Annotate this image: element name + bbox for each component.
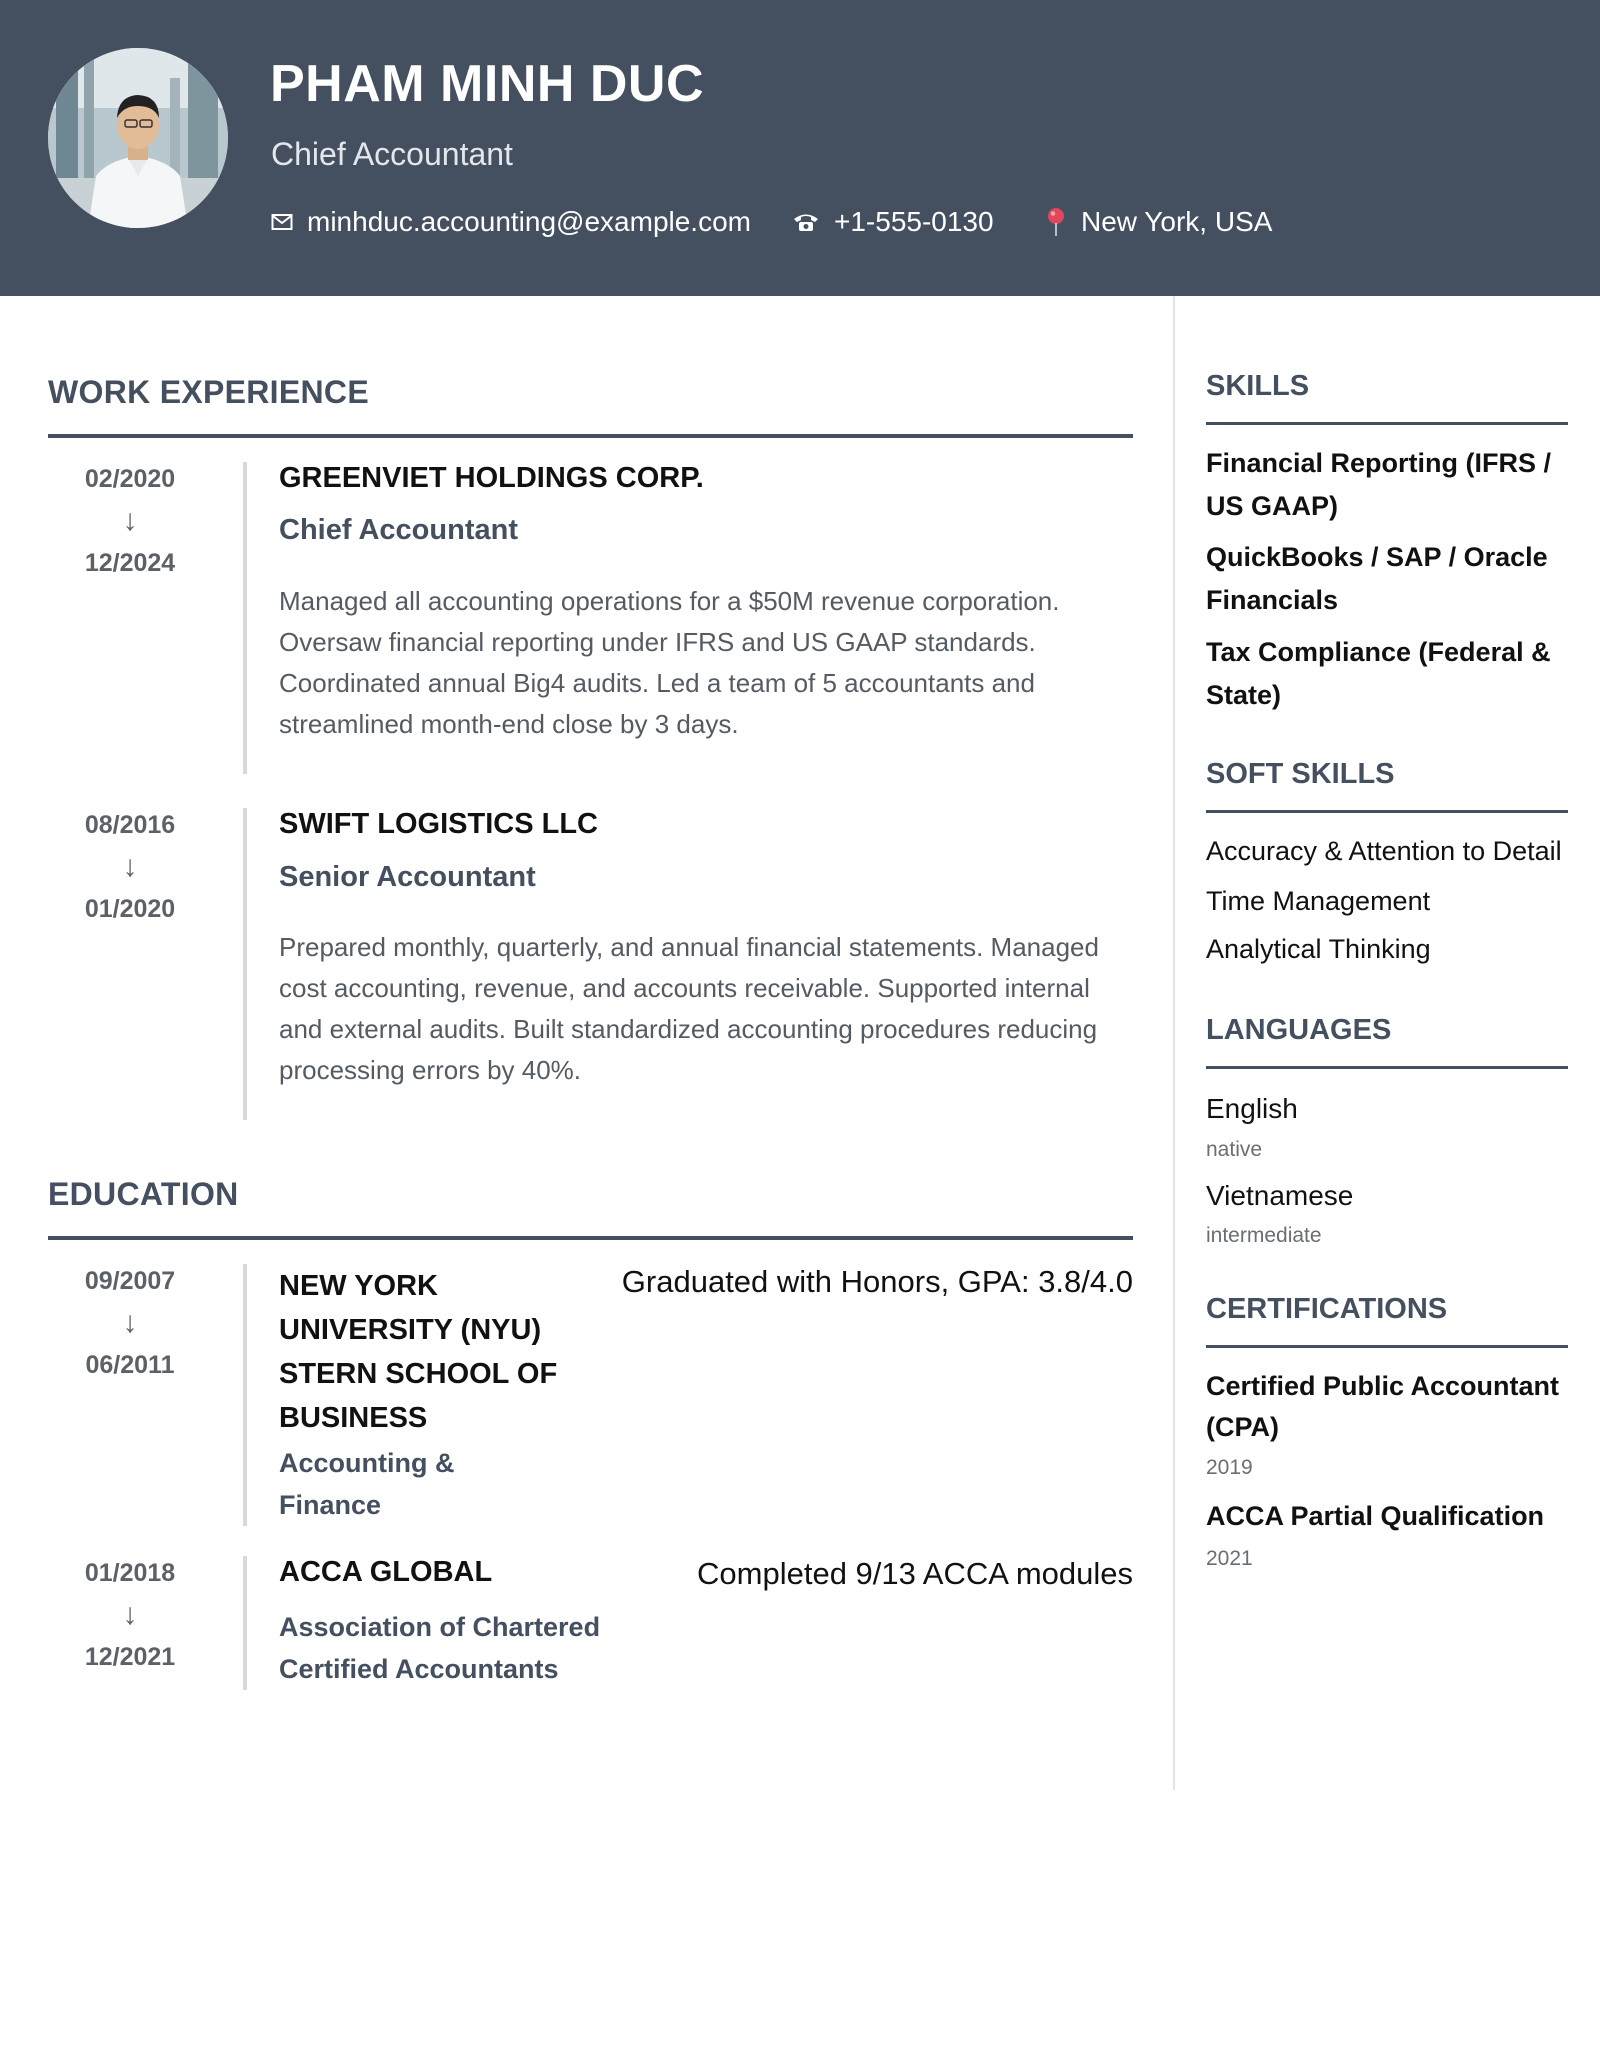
skill-item: QuickBooks / SAP / Oracle Financials xyxy=(1206,542,1548,615)
school-name: NEW YORK UNIVERSITY (NYU) STERN SCHOOL OF BUSINESS xyxy=(279,1270,558,1434)
candidate-name: PHAM MINH DUC xyxy=(270,55,705,113)
skill-item: Tax Compliance (Federal & State) xyxy=(1206,637,1551,710)
phone-text: +1-555-0130 xyxy=(834,206,994,237)
certifications-heading: CERTIFICATIONS xyxy=(1206,1293,1448,1325)
work-experience-rule xyxy=(48,434,1133,438)
arrow-down-icon: ↓ xyxy=(122,504,138,537)
work-experience-heading: WORK EXPERIENCE xyxy=(48,374,369,410)
email-text: minhduc.accounting@example.com xyxy=(307,206,751,237)
job-description: Prepared monthly, quarterly, and annual financial statements. Managed cost accounting, revenue, and accounts receivable. Supported internal and external audits. Built standardized accounting procedures reducing processing errors by 40%. xyxy=(279,932,1099,1085)
language-level: intermediate xyxy=(1206,1224,1322,1247)
start-date: 08/2016 xyxy=(84,811,176,839)
location-text: New York, USA xyxy=(1081,206,1273,237)
education-item xyxy=(48,1264,1133,1526)
education-note: Completed 9/13 ACCA modules xyxy=(697,1556,1133,1591)
field-of-study: Accounting & Finance xyxy=(279,1448,455,1520)
job-description: Managed all accounting operations for a $50M revenue corporation. Oversaw financial reporting under IFRS and US GAAP standards. Coordinated annual Big4 audits. Led a team of 5 accountants and streamlined month-end close by 3 days. xyxy=(279,586,1060,739)
languages-heading: LANGUAGES xyxy=(1206,1014,1392,1046)
company-name: GREENVIET HOLDINGS CORP. xyxy=(279,462,704,494)
skill-item: Financial Reporting (IFRS / US GAAP) xyxy=(1206,448,1552,521)
end-date: 06/2011 xyxy=(85,1351,175,1379)
certification-name: Certified Public Accountant (CPA) xyxy=(1206,1371,1560,1442)
skills-rule xyxy=(1206,422,1568,425)
contact-phone[interactable] xyxy=(792,206,994,238)
job-title: Chief Accountant xyxy=(279,514,518,546)
certification-name: ACCA Partial Qualification xyxy=(1206,1501,1545,1531)
education-note: Graduated with Honors, GPA: 3.8/4.0 xyxy=(621,1264,1133,1299)
arrow-down-icon: ↓ xyxy=(122,1306,138,1339)
certification-year: 2021 xyxy=(1206,1547,1253,1570)
end-date: 12/2024 xyxy=(84,549,176,577)
resume-header xyxy=(0,0,1600,296)
contact-email[interactable] xyxy=(271,206,751,238)
timeline-bar xyxy=(243,1264,247,1526)
soft-skills-heading: SOFT SKILLS xyxy=(1206,758,1395,790)
soft-skill-item: Time Management xyxy=(1206,886,1431,916)
envelope-icon xyxy=(271,213,293,231)
soft-skill-item: Analytical Thinking xyxy=(1206,934,1431,964)
work-dates xyxy=(48,808,212,926)
soft-skill-item: Accuracy & Attention to Detail xyxy=(1206,836,1562,866)
timeline-bar xyxy=(243,462,247,774)
school-name: ACCA GLOBAL xyxy=(279,1556,493,1588)
column-divider xyxy=(1173,296,1175,1790)
start-date: 01/2018 xyxy=(84,1559,176,1587)
end-date: 12/2021 xyxy=(84,1643,176,1671)
candidate-title: Chief Accountant xyxy=(271,136,513,172)
field-of-study: Association of Chartered Certified Accountants xyxy=(279,1612,601,1684)
end-date: 01/2020 xyxy=(84,895,176,923)
languages-rule xyxy=(1206,1066,1568,1069)
skills-heading: SKILLS xyxy=(1206,370,1310,402)
language-name: Vietnamese xyxy=(1206,1180,1354,1211)
education-dates xyxy=(48,1264,212,1382)
company-name: SWIFT LOGISTICS LLC xyxy=(279,808,598,840)
certifications-rule xyxy=(1206,1345,1568,1348)
profile-photo xyxy=(48,48,228,228)
education-heading: EDUCATION xyxy=(48,1176,239,1212)
timeline-bar xyxy=(243,808,247,1120)
education-rule xyxy=(48,1236,1133,1240)
profile-photo-image xyxy=(48,48,228,228)
arrow-down-icon: ↓ xyxy=(122,850,138,883)
timeline-bar xyxy=(243,1556,247,1690)
job-title: Senior Accountant xyxy=(279,861,536,893)
education-item xyxy=(48,1556,1133,1690)
certification-year: 2019 xyxy=(1206,1456,1253,1479)
language-level: native xyxy=(1206,1138,1263,1161)
start-date: 02/2020 xyxy=(84,465,176,493)
contact-location xyxy=(1045,206,1272,238)
work-item xyxy=(48,808,1133,1120)
soft-skills-rule xyxy=(1206,810,1568,813)
telephone-icon xyxy=(792,211,820,233)
education-dates xyxy=(48,1556,212,1674)
language-name: English xyxy=(1206,1093,1298,1124)
work-dates xyxy=(48,462,212,580)
map-pin-icon xyxy=(1045,207,1067,237)
start-date: 09/2007 xyxy=(84,1267,176,1295)
work-item xyxy=(48,462,1133,774)
arrow-down-icon: ↓ xyxy=(122,1598,138,1631)
